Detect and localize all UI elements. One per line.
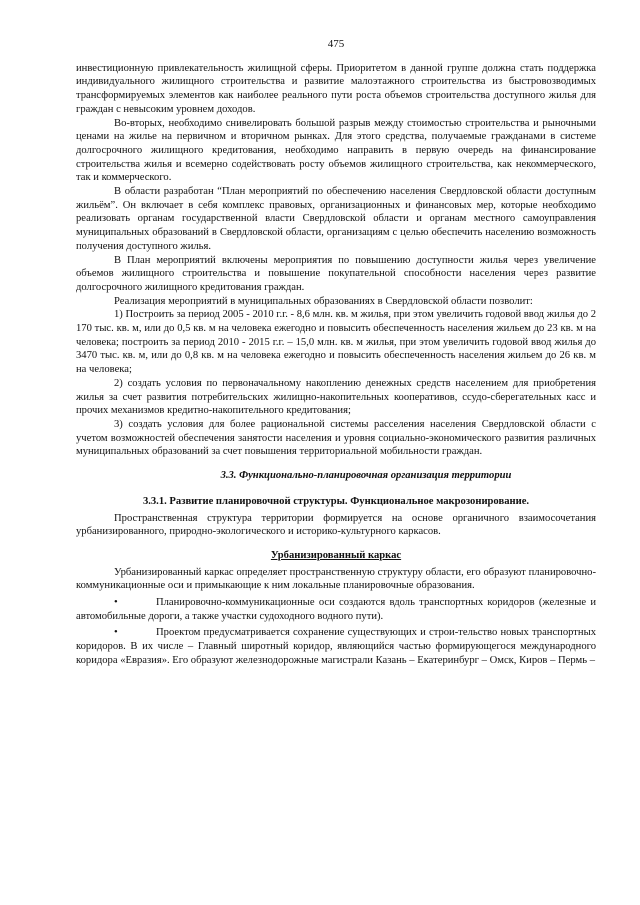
document-page: [76, 38, 596, 668]
list-item: 2) создать условия по первоначальному накоплению денежных средств населением для приобретения жилья за счет развития потребительских жилищно-накопительных кооперативов, ссудо-сберегательных касс и прочих механизмов кредитно-накопительного кредитования;: [76, 377, 596, 417]
section-title: 3.3. Функционально-планировочная организация территории: [220, 470, 512, 482]
subsection-title: 3.3.1. Развитие планировочной структуры. Функциональное макрозонирование.: [142, 495, 530, 507]
list-item: 3) создать условия для более рациональной системы расселения населения Свердловской области с учетом возможностей обеспечения занятости населения и уровня социально-экономического развития различных муниципальных образований за счет повышения территориальной мобильности граждан.: [76, 418, 596, 458]
bullet-item: [76, 596, 596, 623]
page-number: 475: [327, 38, 345, 50]
paragraph: инвестиционную привлекательность жилищной сферы. Приоритетом в данной группе должна стать поддержка индивидуального жилищного строительства и развитие малоэтажного строительства из быстровозводимых трансформируемых элементов как наиболее реального пути роста объемов строительства доступного жилья для граждан с невысоким уровнем доходов.: [76, 62, 596, 115]
paragraph: В области разработан “План мероприятий по обеспечению населения Свердловской области доступным жильём”. Он включает в себя комплекс правовых, организационных и финансовых мер, которые необходимо реализовать органам государственной власти Свердловской области и органам местного самоуправления муниципальных образований в Свердловской области, организациям с целью обеспечить населению возможность получения доступного жилья.: [76, 186, 596, 252]
paragraph: Пространственная структура территории формируется на основе органичного взаимосочетания урбанизированного, природно-экологического и историко-культурного каркасов.: [76, 512, 596, 538]
bullet-icon: •: [114, 597, 118, 609]
bullet-item: [76, 626, 596, 667]
paragraph: В План мероприятий включены мероприятия по повышению доступности жилья через увеличение объемов жилищного строительства и повышение покупательной способности населения через развитие долгосрочного жилищного кредитования граждан.: [76, 254, 596, 293]
paragraph: Во-вторых, необходимо снивелировать большой разрыв между стоимостью строительства и рыночными ценами на жилье на первичном и вторичном рынках. Для этого средства, получаемые гражданами в системе долгосрочного жилищного кредитования, необходимо направить в первую очередь на финансирование строительства жилья и всемерно содействовать росту объемов жилищного строительства, как некоммерческого, так и коммерческого.: [76, 117, 596, 184]
paragraph: Реализация мероприятий в муниципальных образованиях в Свердловской области позволит:: [114, 295, 533, 307]
bullet-icon: •: [114, 627, 118, 639]
bullet-text: Проектом предусматривается сохранение существующих и строи-тельство новых транспортных коридоров. В их числе – Главный широтный коридор, являющийся частью формирующегося международного коридора «Евразия». Его образуют железнодорожные магистрали Казань – Екатеринбург – Омск, Киров – Пермь –: [76, 627, 596, 666]
urban-framework-title: Урбанизированный каркас: [270, 549, 402, 561]
list-item: 1) Построить за период 2005 - 2010 г.г. - 8,6 млн. кв. м жилья, при этом увеличить годовой ввод жилья до 2 170 тыс. кв. м, или до 0,5 кв. м на человека ежегодно и повысить обеспеченность населения жильем до 23 кв. м на человека; построить за период 2010 - 2015 г.г. – 15,0 млн. кв. м жилья, при этом увеличить годовой ввод жилья до 3470 тыс. кв. м, или до 0,8 кв. м на человека ежегодно и повысить обеспеченность населения жильем до 26 кв. м на человека;: [76, 309, 596, 376]
paragraph: Урбанизированный каркас определяет пространственную структуру области, его образуют планировочно-коммуникационные оси и примыкающие к ним локальные планировочные образования.: [76, 566, 596, 592]
bullet-text: Планировочно-коммуникационные оси создаются вдоль транспортных коридоров (железные и автомобильные дороги, а также участки судоходного водного пути).: [76, 597, 596, 622]
